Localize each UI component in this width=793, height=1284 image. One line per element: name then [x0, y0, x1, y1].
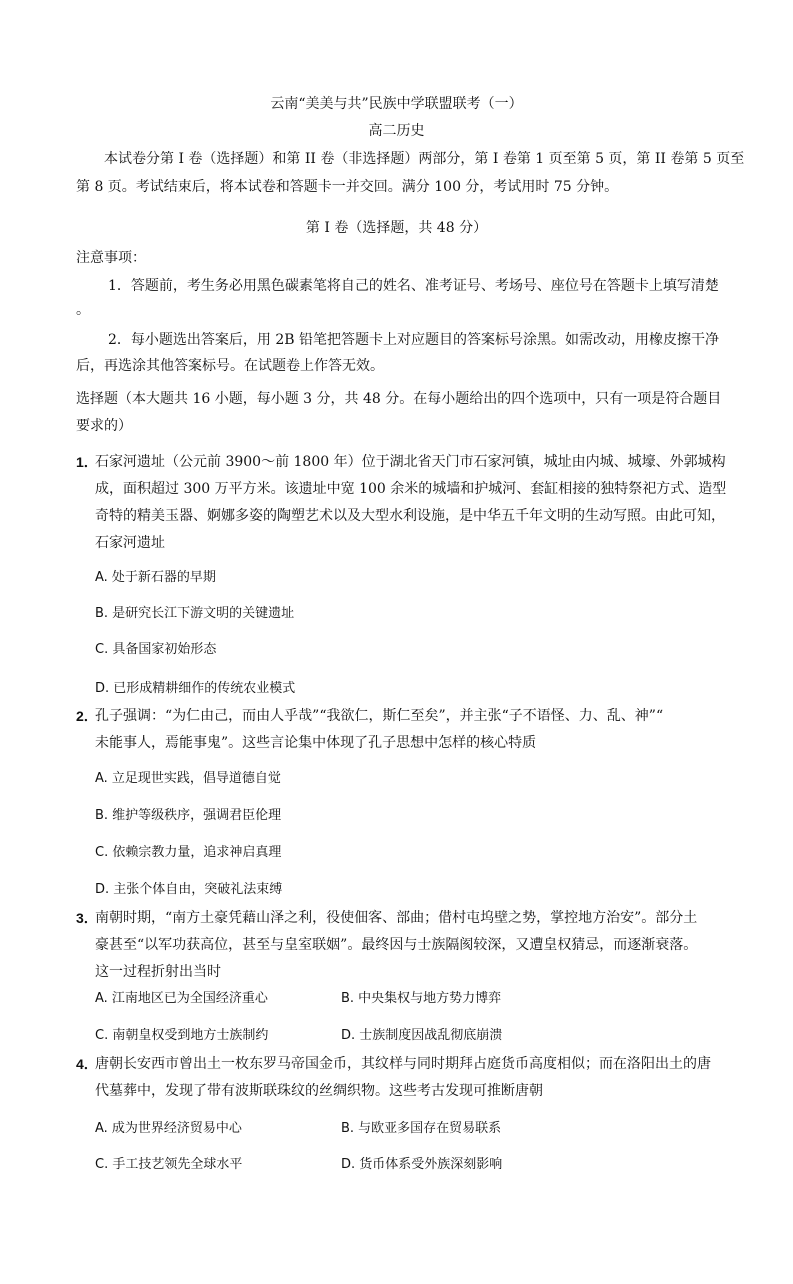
notice-item-1-cont: 。: [76, 302, 90, 318]
question-4-stem: 唐朝长安西市曾出土一枚东罗马帝国金币，其纹样与同时期拜占庭货币高度相似；而在洛阳出土的唐: [95, 1056, 711, 1072]
intro-text-cont: 第 8 页。考试结束后，将本试卷和答题卡一并交回。满分 100 分，考试用时 75 分钟。: [76, 179, 619, 195]
section-title: 第 I 卷（选择题，共 48 分）: [305, 220, 488, 236]
question-4-option-a[interactable]: A. 成为世界经济贸易中心: [95, 1121, 242, 1136]
question-4-stem-cont: 代墓葬中，发现了带有波斯联珠纹的丝绸织物。这些考古发现可推断唐朝: [95, 1083, 543, 1099]
question-3-stem-cont: 这一过程折射出当时: [95, 964, 221, 980]
question-2-option-a[interactable]: A. 立足现世实践，倡导道德自觉: [95, 771, 281, 786]
question-1-stem: 石家河遗址（公元前 3900～前 1800 年）位于湖北省天门市石家河镇，城址由内城、城壕、外郭城构: [95, 454, 726, 470]
question-2-option-d[interactable]: D. 主张个体自由，突破礼法束缚: [95, 882, 283, 897]
question-3-stem-cont: 豪甚至“以军功获高位，甚至与皇室联姻”。最终因与士族隔阂较深，又遭皇权猜忌，而逐渐衰落。: [95, 937, 698, 953]
question-3-stem: 南朝时期，“南方土豪凭藉山泽之利，役使佃客、部曲；借村屯坞壁之势，掌控地方治安”。部分土: [95, 910, 698, 926]
notice-item-2: 2．每小题选出答案后，用 2B 铅笔把答题卡上对应题目的答案标号涂黑。如需改动，用橡皮擦干净: [108, 332, 720, 348]
question-4-option-d[interactable]: D. 货币体系受外族深刻影响: [341, 1157, 503, 1172]
section-instructions-cont: 要求的）: [76, 418, 132, 434]
question-2-option-c[interactable]: C. 依赖宗教力量，追求神启真理: [95, 845, 282, 860]
question-1-option-c[interactable]: C. 具备国家初始形态: [95, 642, 217, 657]
notice-heading: 注意事项：: [76, 250, 146, 266]
question-3-option-c[interactable]: C. 南朝皇权受到地方士族制约: [95, 1028, 269, 1043]
question-2-option-b[interactable]: B. 维护等级秩序，强调君臣伦理: [95, 808, 282, 823]
question-2-stem: 孔子强调：“为仁由己，而由人乎哉”“我欲仁，斯仁至矣”，并主张“子不语怪、力、乱、神”“: [95, 708, 664, 724]
question-1-stem-cont: 奇特的精美玉器、婀娜多姿的陶塑艺术以及大型水利设施，是中华五千年文明的生动写照。由此可知，: [95, 508, 725, 524]
exam-subject: 高二历史: [368, 123, 425, 139]
question-number: 3．: [76, 910, 98, 926]
exam-title: 云南“美美与共”民族中学联盟联考（一）: [270, 96, 523, 112]
question-1-stem-cont: 石家河遗址: [95, 535, 165, 551]
question-1-option-d[interactable]: D. 已形成精耕细作的传统农业模式: [95, 681, 296, 696]
question-3-option-b[interactable]: B. 中央集权与地方势力博弈: [341, 991, 502, 1006]
question-1-option-a[interactable]: A. 处于新石器的早期: [95, 570, 216, 585]
question-4-option-b[interactable]: B. 与欧亚多国存在贸易联系: [341, 1121, 502, 1136]
intro-text: 本试卷分第 I 卷（选择题）和第 II 卷（非选择题）两部分，第 I 卷第 1 页至第 5 页，第 II 卷第 5 页至: [104, 151, 745, 167]
question-3-option-a[interactable]: A. 江南地区已为全国经济重心: [95, 991, 268, 1006]
question-number: 4．: [76, 1056, 98, 1072]
question-3-option-d[interactable]: D. 士族制度因战乱彻底崩溃: [341, 1028, 503, 1043]
question-1-stem-cont: 成，面积超过 300 万平方米。该遗址中宽 100 余米的城墙和护城河、套缸相接的独特祭祀方式、造型: [95, 481, 727, 497]
question-1-option-b[interactable]: B. 是研究长江下游文明的关键遗址: [95, 606, 295, 621]
notice-item-2-cont: 后，再选涂其他答案标号。在试题卷上作答无效。: [76, 358, 384, 374]
question-4-option-c[interactable]: C. 手工技艺领先全球水平: [95, 1157, 243, 1172]
notice-item-1: 1．答题前，考生务必用黑色碳素笔将自己的姓名、准考证号、考场号、座位号在答题卡上填写清楚: [108, 278, 719, 294]
question-number: 1．: [76, 454, 98, 470]
section-instructions: 选择题（本大题共 16 小题，每小题 3 分，共 48 分。在每小题给出的四个选项中，只有一项是符合题目: [76, 391, 722, 407]
question-2-stem-cont: 未能事人，焉能事鬼”。这些言论集中体现了孔子思想中怎样的核心特质: [95, 735, 537, 751]
question-number: 2．: [76, 708, 98, 724]
